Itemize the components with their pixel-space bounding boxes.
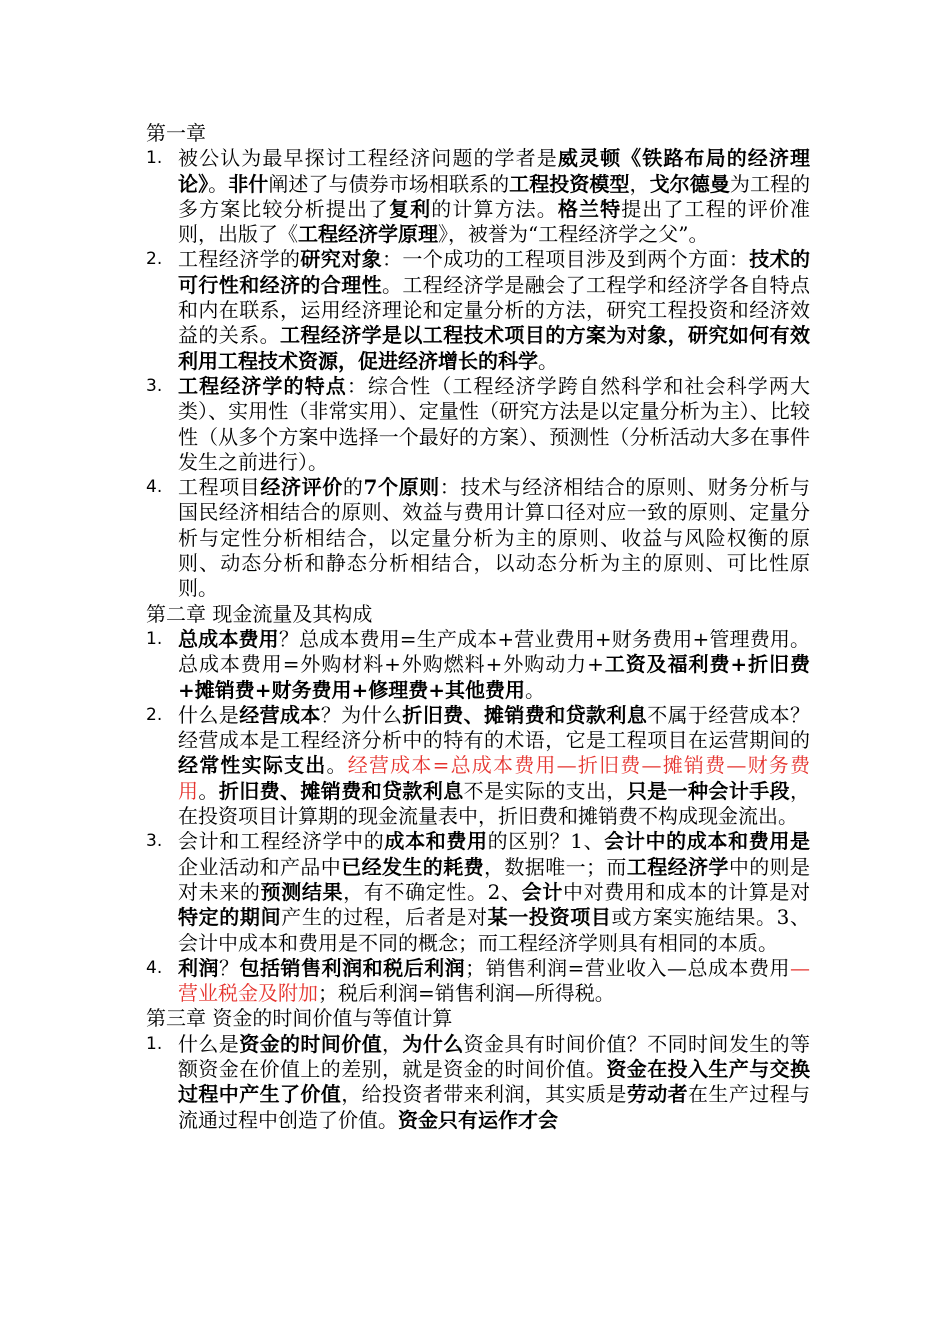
list-item [146,247,810,373]
list-item [146,703,810,829]
chapter-list [146,627,810,1006]
body-text: 不属于经营成本？经营成本是工程经济分析中的特有的术语，它是工程项目在运营期间的 [178,702,811,753]
bold-text: 工程经济学 [626,854,729,879]
body-text: ，给投资者带来利润，其实质是 [341,1082,627,1107]
bold-text: 特定的期间 [178,905,282,930]
body-text: ；销售利润=营业收入—总成本费用 [465,955,791,980]
body-text: 。 [208,171,229,196]
body-text: 工程项目 [178,475,261,500]
body-text: 或方案实施结果。3、会计中成本和费用是不同的概念；而工程经济学则具有相同的本质。 [178,905,811,955]
bold-text: 非什 [228,171,269,196]
body-text: 》，被誉为“工程经济学之父”。 [438,222,709,247]
body-text: ，数据唯一；而 [484,854,627,879]
body-text: ？为什么 [320,702,403,727]
bold-text: 为什么 [402,1031,464,1056]
list-item-number: 4. [146,957,163,978]
bold-text: 戈尔德曼 [649,171,730,196]
bold-text: 经常性实际支出 [178,753,327,778]
body-text: 提出了工程的评价准则，出版了《 [178,196,811,247]
bold-text: 已经发生的耗费 [341,854,485,879]
bold-text: 劳动者 [626,1082,689,1107]
body-text: 阐述了与债券市场相联系的 [268,171,510,196]
bold-text: 格兰特 [557,196,622,221]
body-text: 工程经济学的 [178,247,301,272]
bold-text: 利润 [178,955,220,980]
body-text: 。 [326,753,348,778]
bold-text: 折旧费、摊销费和贷款利息 [402,702,648,727]
chapter-heading: 第二章 现金流量及其构成 [146,601,373,626]
bold-text: 预测结果 [260,879,344,904]
body-text: 资金具有时间价值？不同时间发生的等额资金在价值上的差别，就是资金的时间价值。 [178,1031,811,1081]
bold-text: 总成本费用 [178,626,279,651]
list-item-number: 4. [146,477,163,498]
body-text: 在生产过程与流通过程中创造了价值。 [178,1082,811,1132]
bold-text: 研究对象 [300,247,383,272]
bold-text: 会计中的成本和费用是 [604,829,810,854]
body-text: ：技术与经济相结合的原则、财务分析与国民经济相结合的原则、效益与费用计算口径对应一致的原则、定量分析与定性分析相结合，以定量分析为主的原则、收益与风险权衡的原则、动态分析和静态分析相结合，以动态分析为主的原则、可比性原则。 [178,475,811,601]
body-text: 。 [198,778,219,803]
body-text: 的计算方法。 [431,196,558,221]
bold-text: 工资及福利费+折旧费+摊销费+财务费用+修理费+其他费用 [178,652,811,702]
body-text: 什么是 [178,702,240,727]
highlighted-text: —营业税金及附加 [178,955,811,1006]
list-item [146,829,810,955]
body-text: 。 [525,677,546,702]
list-item [146,374,810,475]
body-text: ？总成本费用=生产成本+营业费用+财务费用+管理费用。总成本费用=外购材料+外购燃料+外购动力+ [178,626,811,677]
bold-text: 资金只有运作才会 [398,1107,558,1132]
list-item-number: 1. [146,1033,163,1054]
body-text: ， [629,171,650,196]
bold-text: 只是一种会计手段 [626,778,791,803]
body-text: 产生的过程，后者是对 [281,905,488,930]
bold-text: 经营成本 [239,702,321,727]
body-text: 会计和工程经济学中的 [178,829,385,854]
bold-text: 某一投资项目 [487,905,612,930]
list-item-number: 2. [146,249,163,270]
bold-text: 资金的时间价值 [239,1031,383,1056]
bold-text: 威灵顿《铁路布局的经济理论》 [178,146,811,196]
body-text: ， [382,1031,403,1056]
bold-text: 工程投资模型 [509,171,630,196]
document-body [146,121,810,1133]
list-item [146,1032,810,1133]
list-item [146,627,810,703]
bold-text: 复利 [389,196,432,221]
list-item-number: 2. [146,704,163,725]
chapter-list [146,146,810,601]
list-item-number: 1. [146,148,163,169]
body-text: 被公认为最早探讨工程经济问题的学者是 [178,146,558,171]
list-item-number: 3. [146,375,163,396]
body-text: 。工程经济学是融会了工程学和经济学各自特点和内在联系，运用经济理论和定量分析的方法，研究工程投资和经济效益的关系。 [178,272,810,348]
body-text: ？ [219,955,240,980]
highlighted-text: 经营成本=总成本费用—折旧费—摊销费—财务费用 [178,753,811,803]
list-item-number: 1. [146,628,163,649]
body-text: ：一个成功的工程项目涉及到两个方面： [382,247,750,272]
bold-text: 技术的可行性和经济的合理性 [178,247,811,297]
body-text: 不是实际的支出， [463,778,627,803]
body-text: 的区别？1、 [487,829,605,854]
body-text: ，有不确定性。2、 [343,879,522,904]
chapter-heading: 第一章 [146,121,206,145]
body-text: ：综合性（工程经济学跨自然科学和社会科学两大类）、实用性（非常实用）、定量性（研究方法是以定量分析为主）、比较性（从多个方案中选择一个最好的方案）、预测性（分析活动大多在事件发生之前进行）。 [178,373,811,474]
chapter-heading: 第三章 资金的时间价值与等值计算 [146,1006,453,1031]
list-item [146,146,810,247]
body-text: 。 [538,348,558,373]
bold-text: 会计 [521,879,563,904]
bold-text: 工程经济学是以工程技术项目的方案为对象，研究如何有效利用工程技术资源，促进经济增长的科学 [178,323,810,373]
bold-text: 工程经济学原理 [298,222,438,247]
body-text: 什么是 [178,1031,240,1056]
bold-text: 7个原则 [363,475,440,500]
list-item [146,956,810,1007]
bold-text: 成本和费用 [384,829,488,854]
body-text: ；税后利润=销售利润—所得税。 [318,981,615,1006]
bold-text: 资金在投入生产与交换过程中产生了价值 [178,1056,811,1107]
body-text: 企业活动和产品中 [178,854,342,879]
body-text: 中的则是对未来的 [178,854,811,904]
bold-text: 工程经济学的特点 [178,373,347,398]
bold-text: 折旧费、摊销费和贷款利息 [218,778,464,803]
body-text: ，在投资项目计算期的现金流量表中，折旧费和摊销费不构成现金流出。 [178,778,811,829]
bold-text: 包括销售利润和税后利润 [239,955,466,980]
body-text: 为工程的多方案比较分析提出了 [178,171,811,221]
chapter-list [146,1032,810,1133]
list-item [146,475,810,601]
body-text: 中对费用和成本的计算是对 [562,879,811,904]
list-item-number: 3. [146,831,163,852]
body-text: 的 [342,475,364,500]
bold-text: 经济评价 [260,475,343,500]
